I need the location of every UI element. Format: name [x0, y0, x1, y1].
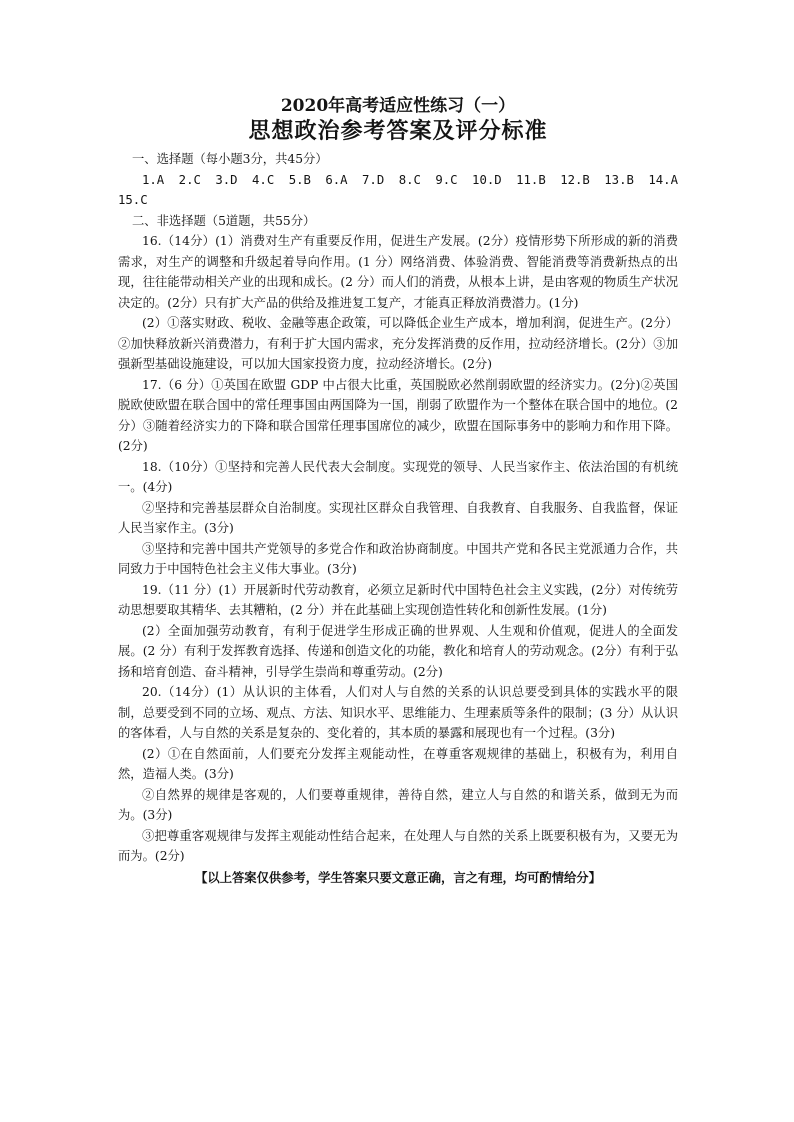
page-subtitle: 思想政治参考答案及评分标准 — [248, 119, 548, 144]
choice-answer: 2.C — [178, 172, 201, 187]
q19-part1: 19.（11 分）(1）开展新时代劳动教育，必须立足新时代中国特色社会主义实践，(2分）对传统劳动思想要取其精华、去其糟粕，(2 分）并在此基础上实现创造性转化和创新性发展。(1分) — [118, 582, 678, 617]
choice-answer: 13.B — [604, 172, 634, 187]
choice-answer: 12.B — [560, 172, 590, 187]
choice-answer-last: 15.C — [118, 193, 148, 207]
choice-answers — [118, 170, 678, 191]
choice-answer: 6.A — [325, 172, 348, 187]
section1-heading: 一、选择题（每小题3分，共45分） — [132, 152, 328, 166]
choice-answer: 7.D — [362, 172, 385, 187]
choice-answer: 14.A — [648, 172, 678, 187]
answer-sheet — [118, 96, 678, 888]
section2-heading: 二、非选择题（5道题，共55分） — [132, 213, 316, 228]
q16-part1: 16.（14分）(1）消费对生产有重要反作用，促进生产发展。(2分）疫情形势下所形成的新的消费需求，对生产的调整和升级起着导向作用。(1 分）网络消费、体验消费、智能消费等消费新热点的出现，往往能带动相关产业的出现和成长。(2 分）而人们的消费，从根本上讲，是由客观的物质生产状况决定的。(2分）只有扩大产品的供给及推进复工复产，才能真正释放消费潜力。(1分) — [118, 234, 678, 310]
q19-part2: (2）全面加强劳动教育，有利于促进学生形成正确的世界观、人生观和价值观，促进人的全面发展。(2 分）有利于发挥教育选择、传递和创造文化的功能，教化和培育人的劳动观念。(2分）有利于弘扬和培育创造、奋斗精神，引导学生崇尚和尊重劳动。(2分) — [118, 623, 678, 679]
q20-part2-point3: ③把尊重客观规律与发挥主观能动性结合起来，在处理人与自然的关系上既要积极有为，又要无为而为。(2分) — [118, 828, 678, 863]
q20-part2-point2: ②自然界的规律是客观的，人们要尊重规律，善待自然，建立人与自然的和谐关系，做到无为而为。(3分) — [118, 787, 678, 822]
choice-answer: 4.C — [252, 172, 275, 187]
choice-answer: 8.C — [398, 172, 421, 187]
q18-point2: ②坚持和完善基层群众自治制度。实现社区群众自我管理、自我教育、自我服务、自我监督，保证人民当家作主。(3分) — [118, 500, 678, 535]
q16-part2: (2）①落实财政、税收、金融等惠企政策，可以降低企业生产成本，增加利润，促进生产。(2分）②加快释放新兴消费潜力，有利于扩大国内需求，充分发挥消费的反作用，拉动经济增长。(2分）③加强新型基础设施建设，可以加大国家投资力度，拉动经济增长。(2分) — [118, 316, 678, 371]
q18-point1: 18.（10分）①坚持和完善人民代表大会制度。实现党的领导、人民当家作主、依法治国的有机统一。(4分) — [118, 459, 678, 494]
q17-answer: 17.（6 分）①英国在欧盟 GDP 中占很大比重，英国脱欧必然削弱欧盟的经济实力。(2分)②英国脱欧使欧盟在联合国中的常任理事国由两国降为一国，削弱了欧盟作为一个整体在联合国中的地位。(2 分）③随着经济实力的下降和联合国常任理事国席位的减少，欧盟在国际事务中的影响力和作用下降。(2分) — [118, 377, 678, 453]
choice-answer: 3.D — [215, 172, 238, 187]
choice-answer: 5.B — [288, 172, 311, 187]
q20-part2-point1: (2）①在自然面前，人们要充分发挥主观能动性，在尊重客观规律的基础上，积极有为，利用自然，造福人类。(3分) — [118, 746, 678, 781]
grading-note: 【以上答案仅供参考，学生答案只要文意正确，言之有理，均可酌情给分】 — [195, 870, 601, 885]
choice-answer: 10.D — [472, 172, 502, 187]
choice-answer: 9.C — [435, 172, 458, 187]
choice-answer: 11.B — [516, 172, 546, 187]
page-title: 2020年高考适应性练习（一） — [280, 96, 516, 116]
q18-point3: ③坚持和完善中国共产党领导的多党合作和政治协商制度。中国共产党和各民主党派通力合作，共同致力于中国特色社会主义伟大事业。(3分) — [118, 541, 678, 576]
choice-answer: 1.A — [142, 172, 165, 187]
q20-part1: 20.（14分）(1）从认识的主体看，人们对人与自然的关系的认识总要受到具体的实践水平的限制，总要受到不同的立场、观点、方法、知识水平、思维能力、生理素质等条件的限制；(3 分）从认识的客体看，人与自然的关系是复杂的、变化着的，其本质的暴露和展现也有一个过程。(3分) — [118, 685, 678, 740]
